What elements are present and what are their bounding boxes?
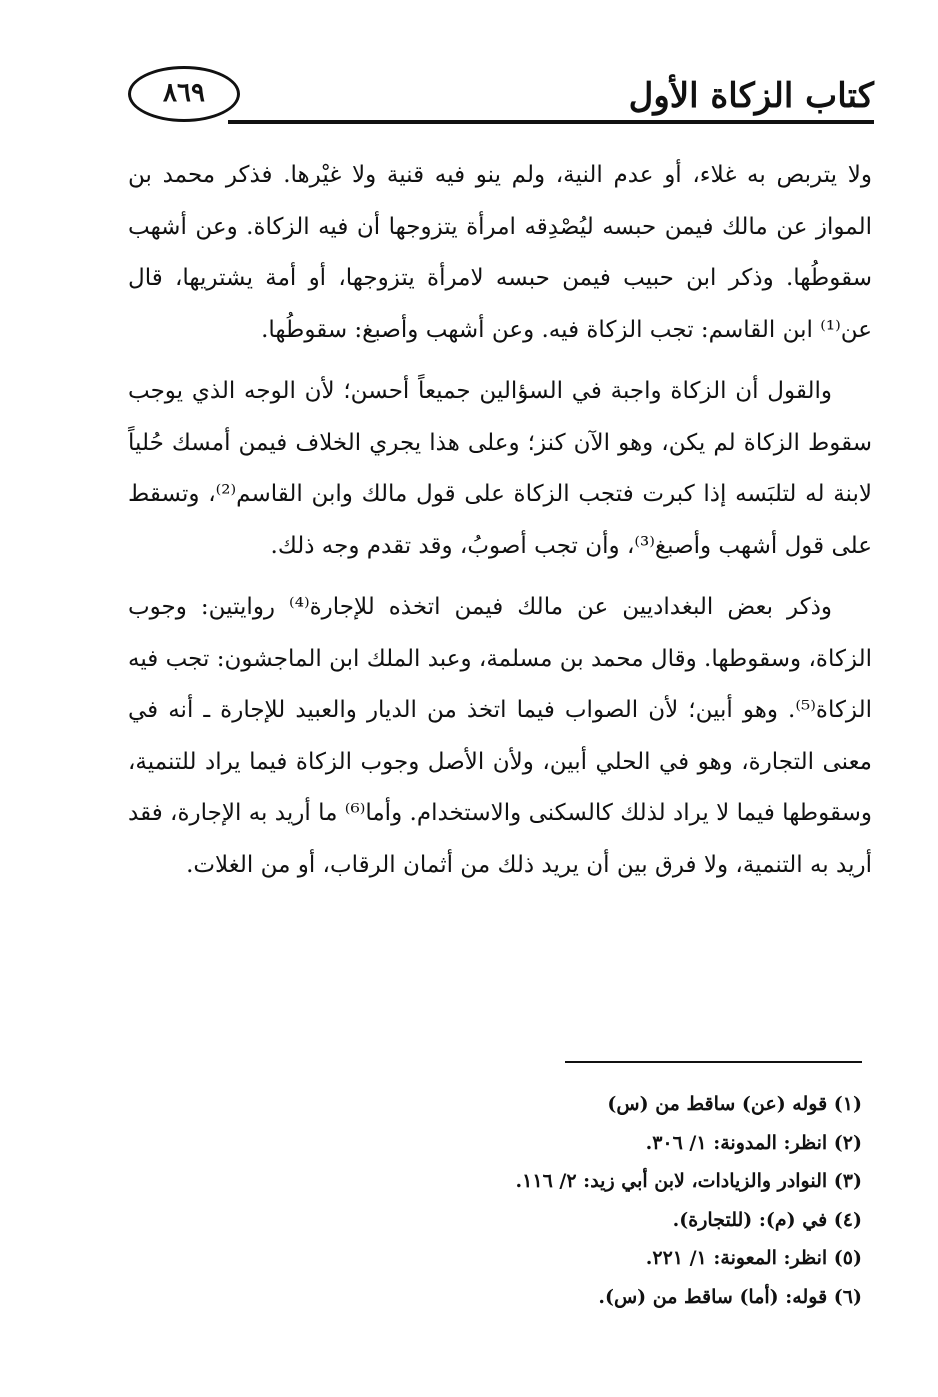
footnote-separator bbox=[565, 1061, 862, 1063]
paragraph: ولا يتربص به غلاء، أو عدم النية، ولم ينو فيه قنية ولا غيْرها. فذكر محمد بن المواز عن مالك فيمن حبسه ليُصْدِقه امرأة يتزوجها أن فيه الزكاة. وعن أشهب سقوطُها. وذكر ابن حبيب فيمن حبسه لامرأة يتزوجها، أو أمة يشتريها، قال عن⁽¹⁾ ابن القاسم: تجب الزكاة فيه. وعن أشهب وأصبغ: سقوطُها. bbox=[128, 162, 872, 343]
paragraph: والقول أن الزكاة واجبة في السؤالين جميعاً أحسن؛ لأن الوجه الذي يوجب سقوط الزكاة لم يكن، وهو الآن كنز؛ وعلى هذا يجري الخلاف فيمن أمسك حُلياً لابنة له لتلبَسه إذا كبرت فتجب الزكاة على قول مالك وابن القاسم⁽²⁾، وتسقط على قول أشهب وأصبغ⁽³⁾، وأن تجب أصوبُ، وقد تقدم وجه ذلك. bbox=[128, 378, 872, 559]
book-title: كتاب الزكاة الأول bbox=[628, 76, 874, 116]
main-text bbox=[128, 150, 872, 891]
footnotes bbox=[300, 1085, 862, 1317]
footnote: (٥) انظر: المعونة: ١/ ٢٢١. bbox=[645, 1247, 862, 1270]
paragraph: وذكر بعض البغداديين عن مالك فيمن اتخذه للإجارة⁽⁴⁾ روايتين: وجوب الزكاة، وسقوطها. وقال محمد بن مسلمة، وعبد الملك ابن الماجشون: تجب فيه الزكاة⁽⁵⁾. وهو أبين؛ لأن الصواب فيما اتخذ من الديار والعبيد للإجارة ـ أنه في معنى التجارة، وهو في الحلي أبين، ولأن الأصل وجوب الزكاة فيما يراد للتنمية، وسقوطها فيما لا يراد لذلك كالسكنى والاستخدام. وأما⁽⁶⁾ ما أريد به الإجارة، فقد أريد به التنمية، ولا فرق بين أن يريد ذلك من أثمان الرقاب، أو من الغلات. bbox=[128, 594, 872, 878]
footnote: (١) قوله (عن) ساقط من (س) bbox=[607, 1093, 862, 1115]
footnote: (٦) قوله: (أما) ساقط من (س). bbox=[598, 1285, 862, 1308]
footnote: (٢) انظر: المدونة: ١/ ٣٠٦. bbox=[645, 1131, 862, 1154]
page-header bbox=[128, 58, 874, 128]
footnote: (٣) النوادر والزيادات، لابن أبي زيد: ٢/ ١١٦. bbox=[515, 1170, 862, 1193]
header-rule bbox=[228, 120, 874, 124]
page-number: ٨٦٩ bbox=[163, 78, 205, 108]
footnote: (٤) في (م): (للتجارة). bbox=[672, 1208, 862, 1231]
